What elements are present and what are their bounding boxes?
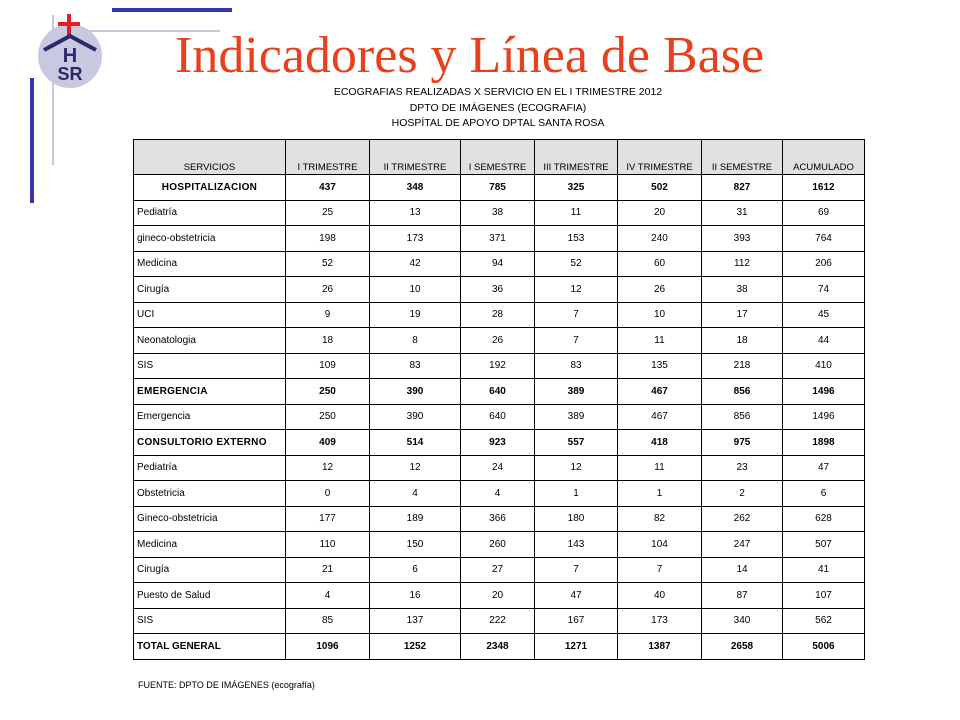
value-cell: 1387 bbox=[618, 634, 702, 660]
hospital-logo bbox=[30, 10, 110, 90]
value-cell: 467 bbox=[618, 404, 702, 430]
value-cell: 514 bbox=[370, 430, 461, 456]
value-cell: 13 bbox=[370, 200, 461, 226]
value-cell: 7 bbox=[618, 557, 702, 583]
slide-title: Indicadores y Línea de Base bbox=[175, 27, 765, 84]
value-cell: 1271 bbox=[535, 634, 618, 660]
value-cell: 5006 bbox=[783, 634, 865, 660]
value-cell: 240 bbox=[618, 226, 702, 252]
value-cell: 52 bbox=[286, 251, 370, 277]
value-cell: 112 bbox=[702, 251, 783, 277]
value-cell: 45 bbox=[783, 302, 865, 328]
service-name-cell: EMERGENCIA bbox=[134, 379, 286, 405]
value-cell: 40 bbox=[618, 583, 702, 609]
value-cell: 11 bbox=[618, 455, 702, 481]
value-cell: 393 bbox=[702, 226, 783, 252]
column-header-iv-trimestre: IV TRIMESTRE bbox=[618, 140, 702, 175]
value-cell: 1898 bbox=[783, 430, 865, 456]
table-row bbox=[134, 379, 865, 405]
value-cell: 856 bbox=[702, 379, 783, 405]
value-cell: 557 bbox=[535, 430, 618, 456]
value-cell: 137 bbox=[370, 608, 461, 634]
value-cell: 262 bbox=[702, 506, 783, 532]
service-name-cell: CONSULTORIO EXTERNO bbox=[134, 430, 286, 456]
value-cell: 1 bbox=[618, 481, 702, 507]
column-header-iii-trimestre: III TRIMESTRE bbox=[535, 140, 618, 175]
value-cell: 348 bbox=[370, 175, 461, 201]
service-name-cell: Gineco-obstetricia bbox=[134, 506, 286, 532]
value-cell: 628 bbox=[783, 506, 865, 532]
table-row bbox=[134, 302, 865, 328]
report-header bbox=[133, 85, 863, 132]
value-cell: 418 bbox=[618, 430, 702, 456]
value-cell: 7 bbox=[535, 302, 618, 328]
table-row bbox=[134, 251, 865, 277]
value-cell: 47 bbox=[783, 455, 865, 481]
service-name-cell: Cirugía bbox=[134, 557, 286, 583]
source-note: FUENTE: DPTO DE IMÁGENES (ecografía) bbox=[138, 680, 315, 690]
value-cell: 2658 bbox=[702, 634, 783, 660]
service-name-cell: Pediatría bbox=[134, 455, 286, 481]
value-cell: 12 bbox=[535, 277, 618, 303]
table-row bbox=[134, 634, 865, 660]
service-name-cell: Pediatría bbox=[134, 200, 286, 226]
value-cell: 38 bbox=[461, 200, 535, 226]
table-row bbox=[134, 506, 865, 532]
value-cell: 9 bbox=[286, 302, 370, 328]
value-cell: 12 bbox=[286, 455, 370, 481]
service-name-cell: Neonatologia bbox=[134, 328, 286, 354]
value-cell: 325 bbox=[535, 175, 618, 201]
value-cell: 60 bbox=[618, 251, 702, 277]
value-cell: 26 bbox=[461, 328, 535, 354]
value-cell: 69 bbox=[783, 200, 865, 226]
value-cell: 390 bbox=[370, 379, 461, 405]
value-cell: 104 bbox=[618, 532, 702, 558]
hospital-logo-graphic bbox=[30, 10, 110, 90]
value-cell: 18 bbox=[286, 328, 370, 354]
value-cell: 12 bbox=[370, 455, 461, 481]
value-cell: 109 bbox=[286, 353, 370, 379]
table-body bbox=[134, 175, 865, 660]
value-cell: 410 bbox=[783, 353, 865, 379]
left-accent-bar bbox=[30, 78, 34, 203]
value-cell: 23 bbox=[702, 455, 783, 481]
value-cell: 83 bbox=[535, 353, 618, 379]
value-cell: 26 bbox=[618, 277, 702, 303]
service-name-cell: Medicina bbox=[134, 251, 286, 277]
value-cell: 31 bbox=[702, 200, 783, 226]
value-cell: 6 bbox=[783, 481, 865, 507]
value-cell: 7 bbox=[535, 328, 618, 354]
ultrasound-services-table bbox=[133, 139, 865, 660]
value-cell: 1612 bbox=[783, 175, 865, 201]
table-header-row bbox=[134, 140, 865, 175]
service-name-cell: SIS bbox=[134, 353, 286, 379]
service-name-cell: Emergencia bbox=[134, 404, 286, 430]
value-cell: 340 bbox=[702, 608, 783, 634]
table-row bbox=[134, 430, 865, 456]
column-header-i-semestre: I SEMESTRE bbox=[461, 140, 535, 175]
value-cell: 371 bbox=[461, 226, 535, 252]
value-cell: 20 bbox=[461, 583, 535, 609]
service-name-cell: gineco-obstetricia bbox=[134, 226, 286, 252]
value-cell: 8 bbox=[370, 328, 461, 354]
value-cell: 562 bbox=[783, 608, 865, 634]
table-row bbox=[134, 532, 865, 558]
value-cell: 38 bbox=[702, 277, 783, 303]
value-cell: 467 bbox=[618, 379, 702, 405]
table-row bbox=[134, 583, 865, 609]
value-cell: 218 bbox=[702, 353, 783, 379]
value-cell: 247 bbox=[702, 532, 783, 558]
value-cell: 250 bbox=[286, 379, 370, 405]
value-cell: 28 bbox=[461, 302, 535, 328]
value-cell: 827 bbox=[702, 175, 783, 201]
value-cell: 10 bbox=[618, 302, 702, 328]
value-cell: 173 bbox=[370, 226, 461, 252]
table-row bbox=[134, 200, 865, 226]
column-header-servicios: SERVICIOS bbox=[134, 140, 286, 175]
value-cell: 189 bbox=[370, 506, 461, 532]
service-name-cell: Puesto de Salud bbox=[134, 583, 286, 609]
value-cell: 52 bbox=[535, 251, 618, 277]
value-cell: 143 bbox=[535, 532, 618, 558]
value-cell: 1 bbox=[535, 481, 618, 507]
value-cell: 94 bbox=[461, 251, 535, 277]
table-row bbox=[134, 404, 865, 430]
value-cell: 7 bbox=[535, 557, 618, 583]
value-cell: 20 bbox=[618, 200, 702, 226]
value-cell: 222 bbox=[461, 608, 535, 634]
value-cell: 975 bbox=[702, 430, 783, 456]
value-cell: 437 bbox=[286, 175, 370, 201]
value-cell: 11 bbox=[535, 200, 618, 226]
logo-cross-horizontal bbox=[58, 22, 80, 26]
value-cell: 1496 bbox=[783, 379, 865, 405]
value-cell: 1096 bbox=[286, 634, 370, 660]
table-row bbox=[134, 175, 865, 201]
value-cell: 36 bbox=[461, 277, 535, 303]
value-cell: 16 bbox=[370, 583, 461, 609]
report-title: ECOGRAFIAS REALIZADAS X SERVICIO EN EL I TRIMESTRE 2012 bbox=[333, 86, 663, 98]
table-row bbox=[134, 226, 865, 252]
service-name-cell: Cirugía bbox=[134, 277, 286, 303]
value-cell: 206 bbox=[783, 251, 865, 277]
value-cell: 180 bbox=[535, 506, 618, 532]
value-cell: 21 bbox=[286, 557, 370, 583]
value-cell: 6 bbox=[370, 557, 461, 583]
value-cell: 26 bbox=[286, 277, 370, 303]
table-row bbox=[134, 557, 865, 583]
value-cell: 856 bbox=[702, 404, 783, 430]
value-cell: 41 bbox=[783, 557, 865, 583]
value-cell: 27 bbox=[461, 557, 535, 583]
value-cell: 366 bbox=[461, 506, 535, 532]
value-cell: 47 bbox=[535, 583, 618, 609]
service-name-cell: UCI bbox=[134, 302, 286, 328]
value-cell: 390 bbox=[370, 404, 461, 430]
value-cell: 4 bbox=[461, 481, 535, 507]
value-cell: 18 bbox=[702, 328, 783, 354]
value-cell: 0 bbox=[286, 481, 370, 507]
table-row bbox=[134, 353, 865, 379]
report-hospital: HOSPÍTAL DE APOYO DPTAL SANTA ROSA bbox=[391, 117, 605, 129]
service-name-cell: HOSPITALIZACION bbox=[134, 175, 286, 201]
service-name-cell: Obstetricia bbox=[134, 481, 286, 507]
value-cell: 2 bbox=[702, 481, 783, 507]
column-header-acumulado: ACUMULADO bbox=[783, 140, 865, 175]
value-cell: 24 bbox=[461, 455, 535, 481]
value-cell: 260 bbox=[461, 532, 535, 558]
table-row bbox=[134, 608, 865, 634]
value-cell: 85 bbox=[286, 608, 370, 634]
value-cell: 17 bbox=[702, 302, 783, 328]
value-cell: 409 bbox=[286, 430, 370, 456]
column-header-i-trimestre: I TRIMESTRE bbox=[286, 140, 370, 175]
value-cell: 25 bbox=[286, 200, 370, 226]
value-cell: 502 bbox=[618, 175, 702, 201]
value-cell: 110 bbox=[286, 532, 370, 558]
value-cell: 4 bbox=[286, 583, 370, 609]
value-cell: 250 bbox=[286, 404, 370, 430]
table-row bbox=[134, 277, 865, 303]
service-name-cell: TOTAL GENERAL bbox=[134, 634, 286, 660]
column-header-ii-trimestre: II TRIMESTRE bbox=[370, 140, 461, 175]
value-cell: 83 bbox=[370, 353, 461, 379]
value-cell: 74 bbox=[783, 277, 865, 303]
value-cell: 923 bbox=[461, 430, 535, 456]
logo-letters-sr: SR bbox=[57, 64, 83, 84]
value-cell: 44 bbox=[783, 328, 865, 354]
service-name-cell: Medicina bbox=[134, 532, 286, 558]
value-cell: 4 bbox=[370, 481, 461, 507]
value-cell: 10 bbox=[370, 277, 461, 303]
value-cell: 1252 bbox=[370, 634, 461, 660]
value-cell: 107 bbox=[783, 583, 865, 609]
value-cell: 19 bbox=[370, 302, 461, 328]
value-cell: 640 bbox=[461, 379, 535, 405]
value-cell: 153 bbox=[535, 226, 618, 252]
report-department: DPTO DE IMÁGENES (ECOGRAFIA) bbox=[409, 101, 587, 114]
value-cell: 389 bbox=[535, 404, 618, 430]
value-cell: 173 bbox=[618, 608, 702, 634]
logo-letter-h: H bbox=[62, 45, 78, 67]
value-cell: 389 bbox=[535, 379, 618, 405]
table-row bbox=[134, 328, 865, 354]
value-cell: 82 bbox=[618, 506, 702, 532]
value-cell: 785 bbox=[461, 175, 535, 201]
value-cell: 12 bbox=[535, 455, 618, 481]
value-cell: 2348 bbox=[461, 634, 535, 660]
value-cell: 640 bbox=[461, 404, 535, 430]
value-cell: 167 bbox=[535, 608, 618, 634]
table-row bbox=[134, 481, 865, 507]
value-cell: 507 bbox=[783, 532, 865, 558]
value-cell: 177 bbox=[286, 506, 370, 532]
top-accent-bar bbox=[112, 8, 232, 12]
value-cell: 1496 bbox=[783, 404, 865, 430]
value-cell: 87 bbox=[702, 583, 783, 609]
service-name-cell: SIS bbox=[134, 608, 286, 634]
table-row bbox=[134, 455, 865, 481]
value-cell: 764 bbox=[783, 226, 865, 252]
value-cell: 42 bbox=[370, 251, 461, 277]
value-cell: 198 bbox=[286, 226, 370, 252]
column-header-ii-semestre: II SEMESTRE bbox=[702, 140, 783, 175]
value-cell: 150 bbox=[370, 532, 461, 558]
value-cell: 11 bbox=[618, 328, 702, 354]
value-cell: 135 bbox=[618, 353, 702, 379]
value-cell: 192 bbox=[461, 353, 535, 379]
value-cell: 14 bbox=[702, 557, 783, 583]
